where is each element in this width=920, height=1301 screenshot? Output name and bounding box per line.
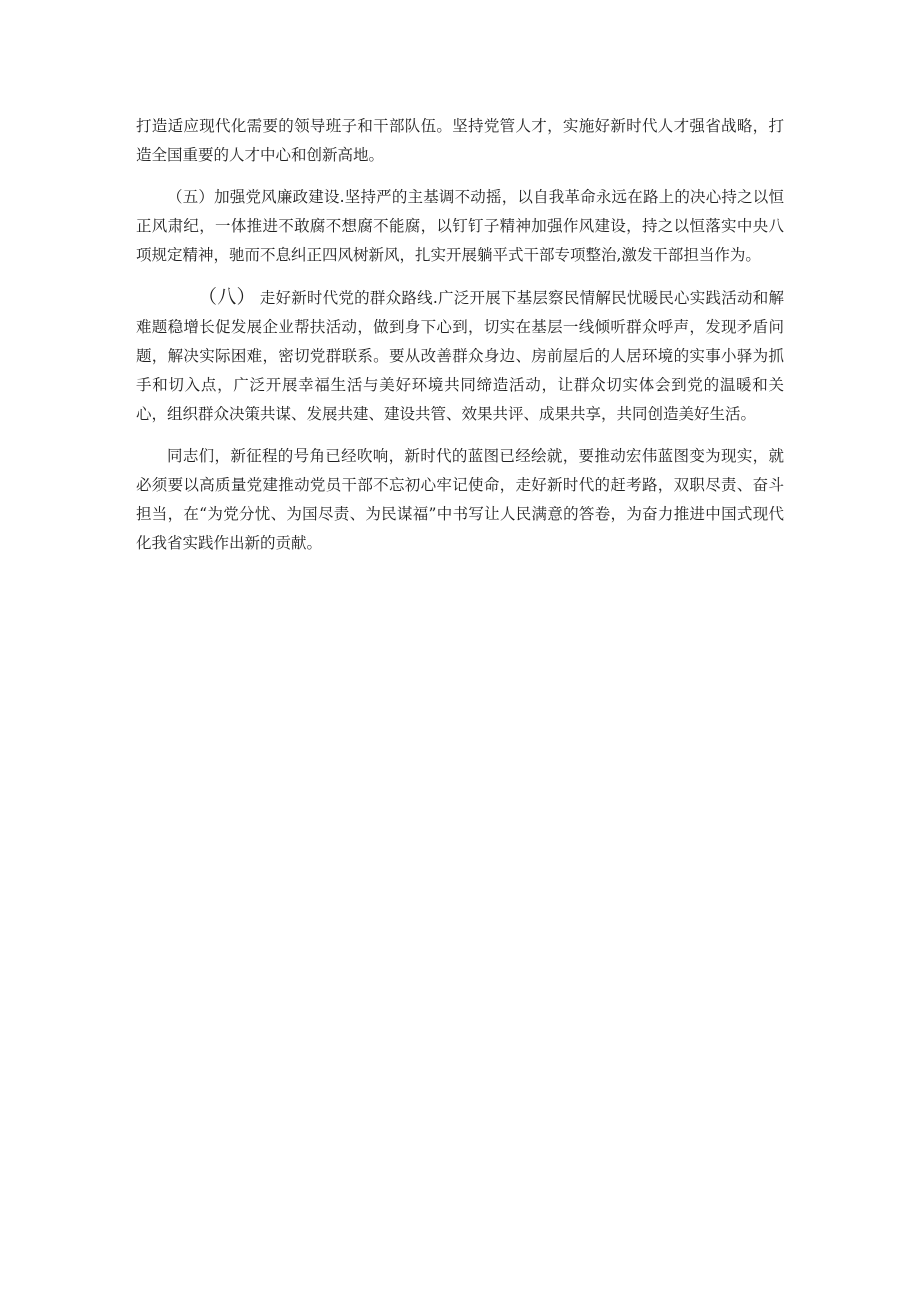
paragraph-talent-strategy: 打造适应现代化需要的领导班子和干部队伍。坚持党管人才，实施好新时代人才强省战略，打造全国重要的人才中心和创新高地。: [136, 117, 784, 164]
section-eight-marker: （八）: [198, 286, 256, 308]
paragraph-section-eight: [136, 283, 784, 429]
paragraph-closing: 同志们，新征程的号角已经吹响，新时代的蓝图已经绘就，要推动宏伟蓝图变为现实，就必须要以高质量党建推动党员干部不忘初心牢记使命，走好新时代的赶考路，双职尽责、奋斗担当，在“为党分忧、为国尽责、为民谋福”中书写让人民满意的答卷，为奋力推进中国式现代化我省实践作出新的贡献。: [136, 447, 784, 552]
paragraph-section-five: （五）加强党风廉政建设.坚持严的主基调不动摇，以自我革命永远在路上的决心持之以恒正风肃纪，一体推进不敢腐不想腐不能腐，以钉钉子精神加强作风建设，持之以恒落实中央八项规定精神，驰而不息纠正四风树新风，扎实开展躺平式干部专项整治,激发干部担当作为。: [136, 188, 784, 264]
document-body: [136, 112, 784, 571]
section-eight-text: 走好新时代党的群众路线.广泛开展下基层察民情解民忧暖民心实践活动和解难题稳增长促发展企业帮扶活动，做到身下心到，切实在基层一线倾听群众呼声，发现矛盾问题，解决实际困难，密切党群联系。要从改善群众身边、房前屋后的人居环境的实事小驿为抓手和切入点，广泛开展幸福生活与美好环境共同缔造活动，让群众切实体会到党的温暖和关心，组织群众决策共谋、发展共建、建设共管、效果共评、成果共享，共同创造美好生活。: [136, 289, 784, 423]
